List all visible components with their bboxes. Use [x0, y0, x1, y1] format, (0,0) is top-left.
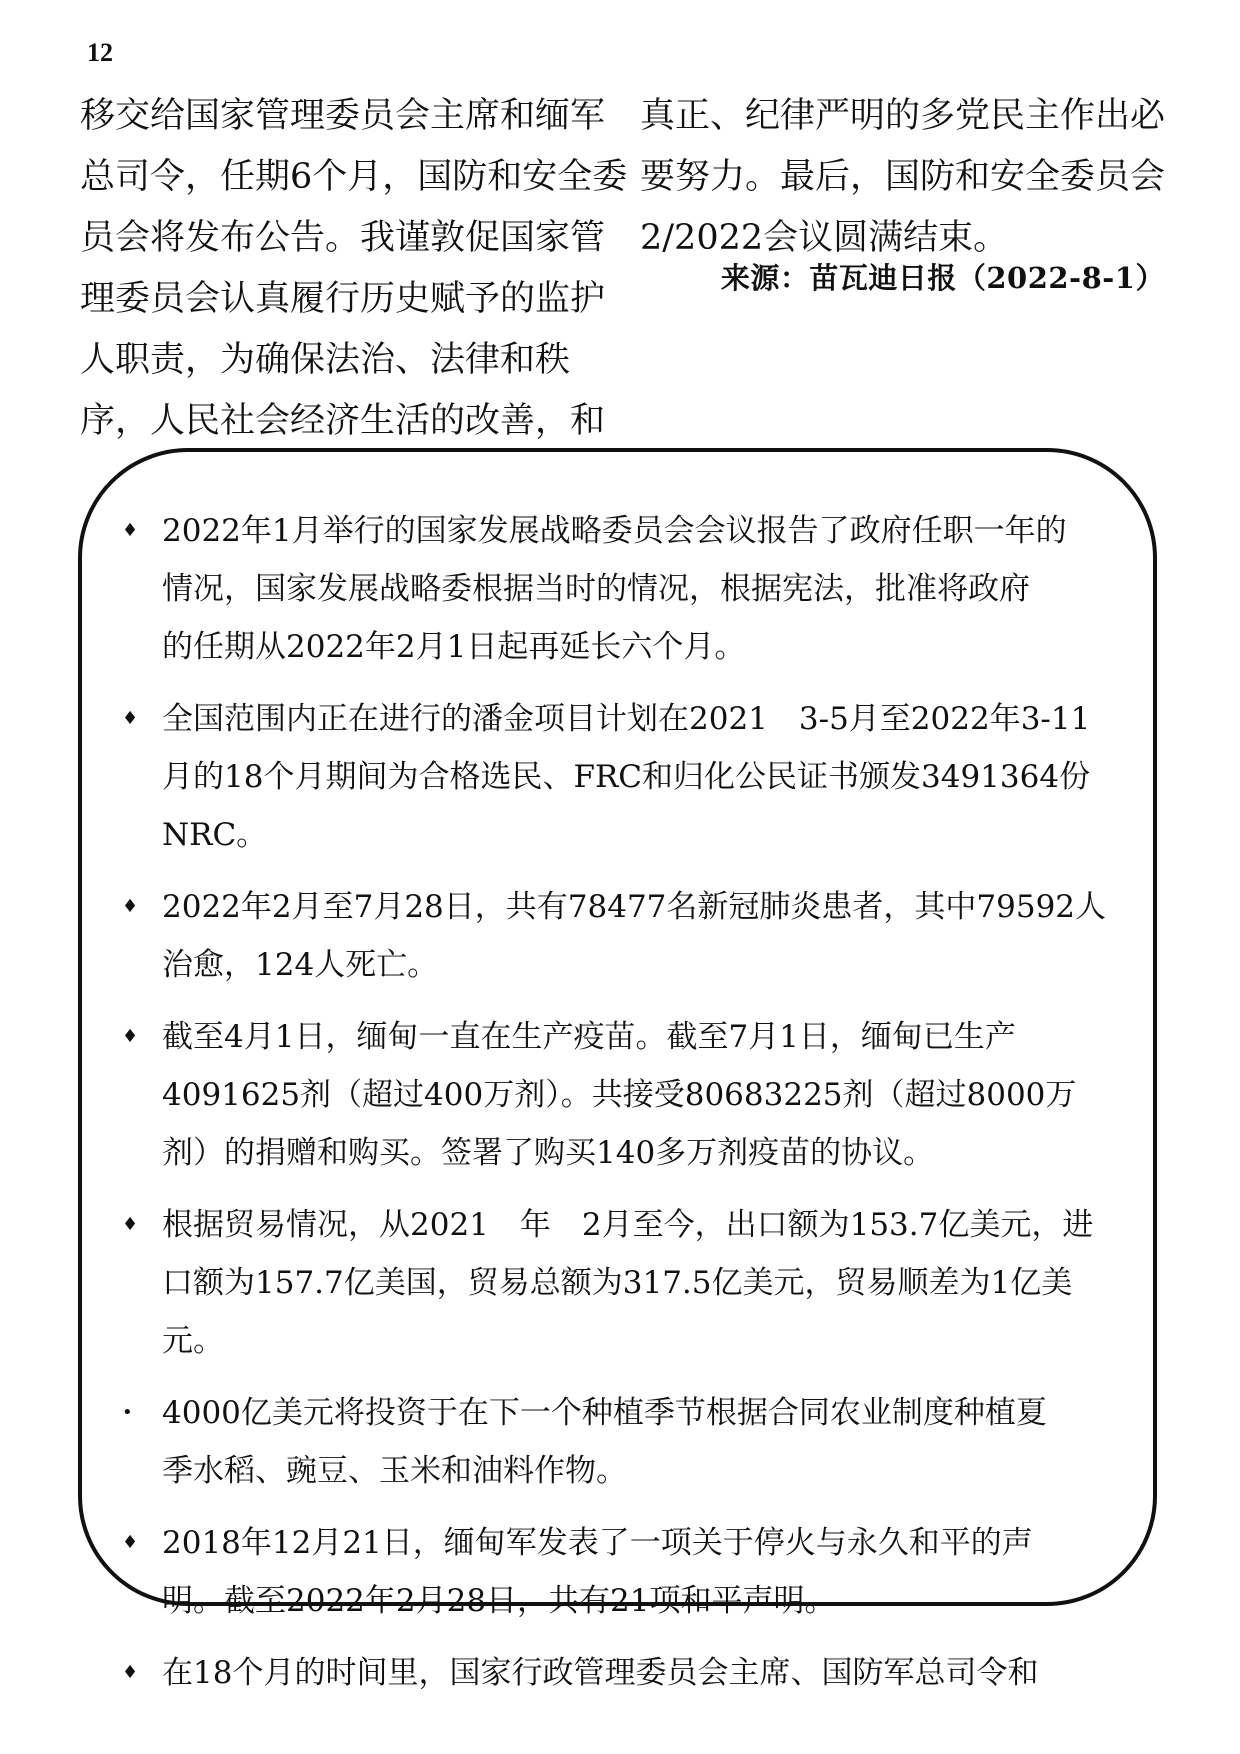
bullet-item: [122, 878, 1132, 994]
bullet-text-line: 明。截至2022年2月28日，共有21项和平声明。: [162, 1583, 836, 1619]
bullet-text-line: 2022年1月举行的国家发展战略委员会会议报告了政府任职一年的: [162, 513, 1067, 549]
bullet-text-line: 截至4月1日，缅甸一直在生产疫苗。截至7月1日，缅甸已生产: [162, 1019, 1016, 1055]
bullet-marker-icon: ♦: [122, 1532, 139, 1553]
bullet-text-line: 4091625剂（超过400万剂）。共接受80683225剂（超过8000万: [162, 1077, 1077, 1113]
column-line: 移交给国家管理委员会主席和缅军: [80, 96, 606, 136]
bullet-text-line: 情况，国家发展战略委根据当时的情况，根据宪法，批准将政府: [162, 571, 1030, 607]
bullet-text-line: NRC。: [162, 817, 268, 853]
bullet-text-line: 全国范围内正在进行的潘金项目计划在2021 3-5月至2022年3-11: [162, 701, 1091, 737]
column-line: 2/2022会议圆满结束。: [640, 218, 1009, 258]
bullet-text-line: 口额为157.7亿美国，贸易总额为317.5亿美元，贸易顺差为1亿美: [162, 1265, 1073, 1301]
bullet-text-line: 治愈，124人死亡。: [162, 947, 439, 983]
column-line: 员会将发布公告。我谨敦促国家管: [80, 218, 606, 258]
bullet-item: [122, 1196, 1132, 1370]
bullet-marker-icon: ♦: [122, 708, 139, 729]
left-column: [80, 86, 628, 452]
column-line: 要努力。最后，国防和安全委员会: [640, 157, 1166, 197]
column-line: 理委员会认真履行历史赋予的监护: [80, 279, 606, 319]
source-citation: 来源：苗瓦迪日报（2022-8-1）: [720, 261, 1165, 295]
bullet-item: [122, 502, 1132, 676]
bullet-item: [122, 1384, 1132, 1500]
bullet-marker-icon: ♦: [122, 1662, 139, 1683]
bullet-text-line: 在18个月的时间里，国家行政管理委员会主席、国防军总司令和: [162, 1655, 1039, 1691]
column-line: 总司令，任期6个月，国防和安全委: [80, 157, 628, 197]
bullet-text-line: 元。: [162, 1323, 224, 1359]
bullet-text-line: 根据贸易情况，从2021 年 2月至今，出口额为153.7亿美元，进: [162, 1207, 1094, 1243]
column-line: 序，人民社会经济生活的改善，和: [80, 401, 606, 441]
bullet-marker-icon: ♦: [122, 1026, 139, 1047]
bullet-marker-icon: •: [122, 1402, 133, 1423]
bullet-text-line: 月的18个月期间为合格选民、FRC和归化公民证书颁发3491364份: [162, 759, 1091, 795]
bullet-text-line: 2018年12月21日，缅甸军发表了一项关于停火与永久和平的声: [162, 1525, 1033, 1561]
column-line: 真正、纪律严明的多党民主作出必: [640, 96, 1166, 136]
bullet-item: [122, 690, 1132, 864]
bullet-item: [122, 1644, 1132, 1702]
bullet-text-line: 4000亿美元将投资于在下一个种植季节根据合同农业制度种植夏: [162, 1395, 1047, 1431]
bullet-marker-icon: ♦: [122, 896, 139, 917]
bullet-text-line: 季水稻、豌豆、玉米和油料作物。: [162, 1453, 627, 1489]
bullet-text-line: 2022年2月至7月28日，共有78477名新冠肺炎患者，其中79592人: [162, 889, 1107, 925]
page-number: 12: [87, 38, 113, 67]
bullet-text-line: 剂）的捐赠和购买。签署了购买140多万剂疫苗的协议。: [162, 1135, 935, 1171]
right-column: [640, 86, 1175, 269]
bullet-text-line: 的任期从2022年2月1日起再延长六个月。: [162, 629, 746, 665]
column-line: 人职责，为确保法治、法律和秩: [80, 340, 571, 380]
bullet-marker-icon: ♦: [122, 520, 139, 541]
bullet-list: [122, 502, 1132, 1716]
bullet-item: [122, 1514, 1132, 1630]
bullet-marker-icon: ♦: [122, 1214, 139, 1235]
bullet-item: [122, 1008, 1132, 1182]
